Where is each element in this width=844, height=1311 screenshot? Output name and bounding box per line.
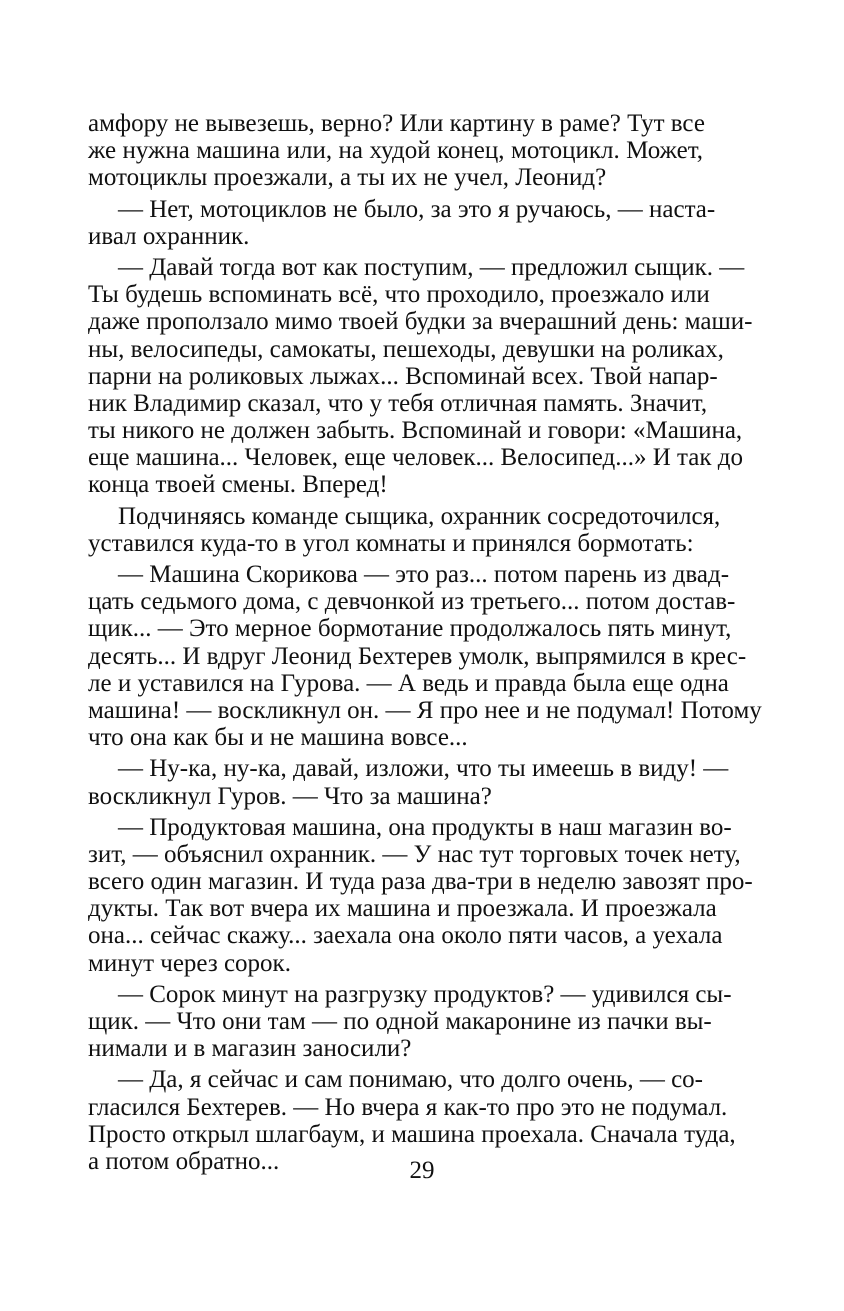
text-line: — Да, я сейчас и сам понимаю, что долго очень, — со- — [118, 1066, 703, 1094]
text-line: — Машина Скорикова — это раз... потом парень из двад- — [118, 561, 730, 588]
text-line: нимали и в магазин заносили? — [88, 1035, 412, 1063]
text-line: всего один магазин. И туда раза два-три в неделю завозят про- — [88, 868, 753, 896]
text-line: ник Владимир сказал, что у тебя отличная память. Значит, — [88, 389, 708, 417]
paragraph — [88, 755, 729, 810]
text-line: дукты. Так вот вчера их машина и проезжала. И проезжала — [88, 895, 717, 923]
text-line: щик. — Что они там — по одной макаронине из пачки вы- — [88, 1008, 712, 1035]
text-line: десять... И вдруг Леонид Бехтерев умолк, выпрямился в крес- — [88, 642, 747, 670]
text-line: — Продуктовая машина, она продукты в наш магазин во- — [118, 813, 732, 841]
text-line: уставился куда-то в угол комнаты и принялся бормотать: — [88, 529, 694, 557]
text-line: — Сорок минут на разгрузку продуктов? — удивился сы- — [118, 980, 732, 1008]
text-line: — Нет, мотоциклов не было, за это я ручаюсь, — наста- — [118, 195, 716, 223]
text-line: еще машина... Человек, еще человек... Велосипед...» И так до — [88, 444, 743, 472]
text-line: — Ну-ка, ну-ка, давай, изложи, что ты имеешь в виду! — — [118, 755, 729, 783]
text-line: Просто открыл шлагбаум, и машина проехала. Сначала туда, — [88, 1120, 736, 1148]
paragraph — [88, 110, 703, 192]
text-line: парни на роликовых лыжах... Вспоминай всех. Твой напар- — [88, 362, 718, 390]
text-line: цать седьмого дома, с девчонкой из третьего... потом достав- — [88, 588, 736, 616]
text-line: машина! — воскликнул он. — Я про нее и не подумал! Потому — [88, 696, 762, 724]
text-line: минут через сорок. — [88, 949, 291, 977]
paragraph — [88, 253, 753, 499]
text-line: ты никого не должен забыть. Вспоминай и говори: «Машина, — [88, 417, 743, 445]
text-line: ивал охранник. — [88, 222, 250, 250]
text-line: же нужна машина или, на худой конец, мотоцикл. Может, — [88, 137, 703, 165]
text-line: Подчиняясь команде сыщика, охранник сосредоточился, — [118, 502, 721, 530]
paragraph — [88, 980, 732, 1063]
text-line: щик... — Это мерное бормотание продолжалось пять минут, — [88, 615, 732, 643]
paragraph — [88, 561, 762, 752]
text-line: — Давай тогда вот как поступим, — предложил сыщик. — — [118, 253, 745, 281]
paragraph — [88, 502, 721, 557]
text-line: мотоциклы проезжали, а ты их не учел, Леонид? — [88, 164, 607, 192]
book-page-text — [88, 110, 762, 1179]
text-line: Ты будешь вспоминать всё, что проходило, проезжало или — [88, 281, 710, 309]
text-line: гласился Бехтерев. — Но вчера я как-то про это не подумал. — [88, 1093, 728, 1121]
text-line: даже проползало мимо твоей будки за вчерашний день: маши- — [88, 308, 753, 336]
text-line: она... сейчас скажу... заехала она около пяти часов, а уехала — [88, 922, 723, 950]
paragraph — [88, 813, 753, 977]
text-line: зит, — объяснил охранник. — У нас тут торговых точек нету, — [88, 840, 741, 868]
text-line: а потом обратно... — [88, 1147, 280, 1175]
paragraph — [88, 195, 716, 250]
text-line: конца твоей смены. Вперед! — [88, 471, 388, 499]
page-number: 29 — [409, 1157, 435, 1184]
text-line: воскликнул Гуров. — Что за машина? — [88, 782, 492, 810]
text-line: ле и уставился на Гурова. — А ведь и правда была еще одна — [88, 669, 729, 697]
text-line: что она как бы и не машина вовсе... — [88, 724, 468, 752]
text-line: ны, велосипеды, самокаты, пешеходы, девушки на роликах, — [88, 335, 724, 363]
text-line: амфору не вывезешь, верно? Или картину в раме? Тут все — [88, 110, 705, 137]
